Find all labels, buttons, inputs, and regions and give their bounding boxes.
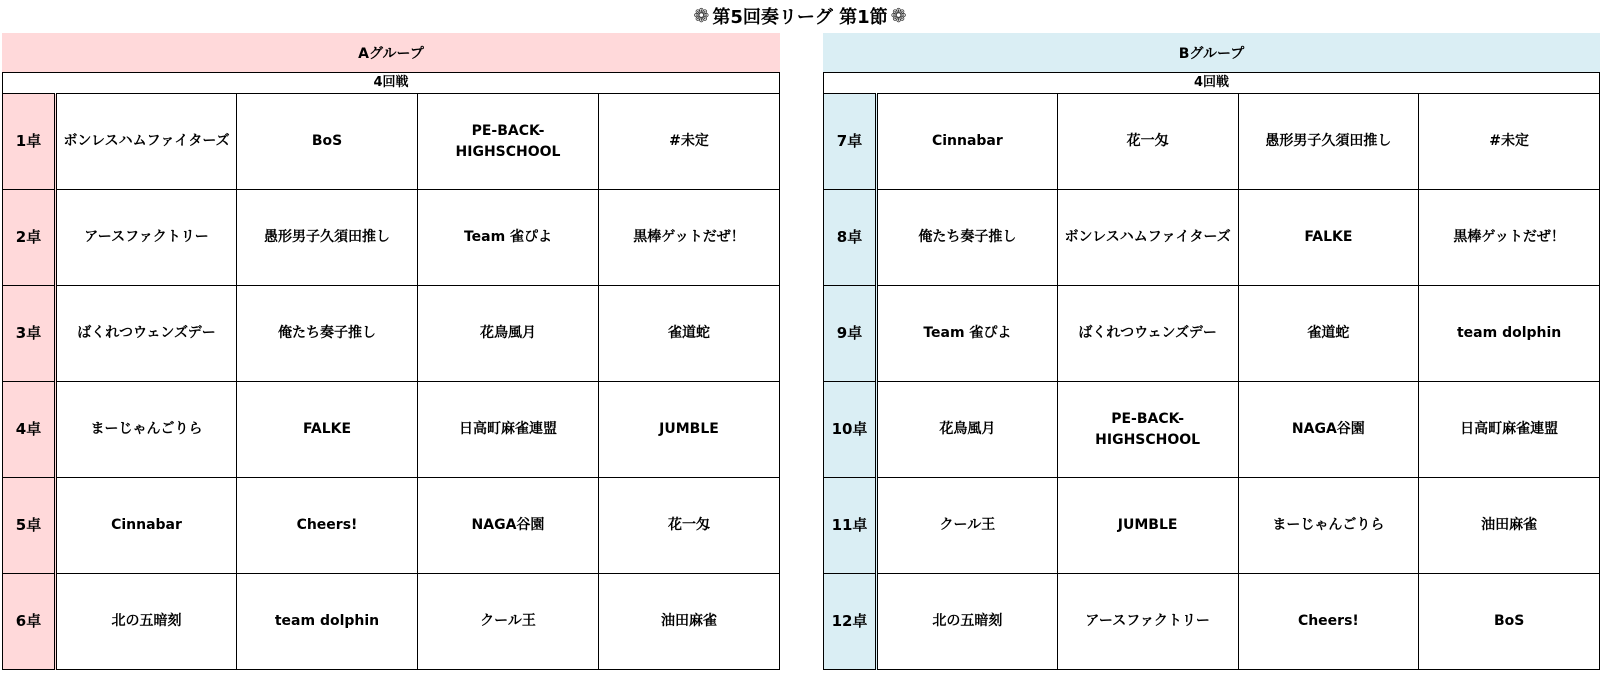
team-cell: 花鳥風月 [877, 382, 1058, 478]
team-cell: Cheers! [1238, 574, 1419, 670]
table-row [824, 190, 1600, 286]
team-cell: FALKE [1238, 190, 1419, 286]
team-cell: ばくれつウェンズデー [1057, 286, 1238, 382]
table-number: 8卓 [824, 190, 877, 286]
team-cell: 黒棒ゲットだぜ！ [1419, 190, 1600, 286]
team-cell: 北の五暗刻 [56, 574, 237, 670]
table-number: 7卓 [824, 94, 877, 190]
group-b-header: Bグループ [823, 33, 1600, 72]
team-cell: NAGA谷園 [1238, 382, 1419, 478]
group-b-section [823, 33, 1600, 670]
table-number: 5卓 [3, 478, 56, 574]
table-number: 11卓 [824, 478, 877, 574]
team-cell: 俺たち奏子推し [877, 190, 1058, 286]
team-cell: team dolphin [237, 574, 418, 670]
table-number: 10卓 [824, 382, 877, 478]
team-cell: 雀道蛇 [599, 286, 780, 382]
group-a-section [2, 33, 780, 670]
team-cell: BoS [1419, 574, 1600, 670]
team-cell: NAGA谷園 [418, 478, 599, 574]
team-cell: 愚形男子久須田推し [237, 190, 418, 286]
team-cell: Cinnabar [877, 94, 1058, 190]
flower-icon: ❁ [890, 5, 907, 27]
flower-icon: ❁ [693, 5, 710, 27]
team-cell: 北の五暗刻 [877, 574, 1058, 670]
group-a-header: Aグループ [2, 33, 780, 72]
table-number: 1卓 [3, 94, 56, 190]
table-row [824, 574, 1600, 670]
table-row [824, 478, 1600, 574]
team-cell: 黒棒ゲットだぜ！ [599, 190, 780, 286]
team-cell: まーじゃんごりら [56, 382, 237, 478]
table-row [3, 94, 780, 190]
team-cell: JUMBLE [1057, 478, 1238, 574]
team-cell: 花一匁 [1057, 94, 1238, 190]
team-cell: #未定 [1419, 94, 1600, 190]
team-cell: クール王 [877, 478, 1058, 574]
team-cell: PE-BACK-HIGHSCHOOL [418, 94, 599, 190]
team-cell: ボンレスハムファイターズ [1057, 190, 1238, 286]
table-row [824, 286, 1600, 382]
team-cell: ボンレスハムファイターズ [56, 94, 237, 190]
table-row [824, 94, 1600, 190]
round-label: 4回戦 [3, 73, 780, 94]
table-number: 12卓 [824, 574, 877, 670]
table-row [3, 286, 780, 382]
team-cell: 油田麻雀 [599, 574, 780, 670]
table-row [3, 382, 780, 478]
table-number: 9卓 [824, 286, 877, 382]
team-cell: 油田麻雀 [1419, 478, 1600, 574]
team-cell: BoS [237, 94, 418, 190]
team-cell: 花一匁 [599, 478, 780, 574]
team-cell: Cheers! [237, 478, 418, 574]
team-cell: アースファクトリー [1057, 574, 1238, 670]
table-row [3, 190, 780, 286]
page-title: ❁ 第5回奏リーグ 第1節 ❁ [693, 5, 907, 28]
team-cell: 日高町麻雀連盟 [1419, 382, 1600, 478]
team-cell: #未定 [599, 94, 780, 190]
table-number: 4卓 [3, 382, 56, 478]
team-cell: クール王 [418, 574, 599, 670]
team-cell: Team 雀ぴよ [418, 190, 599, 286]
team-cell: まーじゃんごりら [1238, 478, 1419, 574]
team-cell: PE-BACK-HIGHSCHOOL [1057, 382, 1238, 478]
group-b-table [823, 72, 1600, 670]
team-cell: Cinnabar [56, 478, 237, 574]
round-label: 4回戦 [824, 73, 1600, 94]
team-cell: FALKE [237, 382, 418, 478]
table-number: 3卓 [3, 286, 56, 382]
team-cell: 雀道蛇 [1238, 286, 1419, 382]
team-cell: 花鳥風月 [418, 286, 599, 382]
group-a-table [2, 72, 780, 670]
table-row [3, 574, 780, 670]
table-number: 6卓 [3, 574, 56, 670]
team-cell: 日高町麻雀連盟 [418, 382, 599, 478]
table-row [824, 382, 1600, 478]
team-cell: JUMBLE [599, 382, 780, 478]
team-cell: 愚形男子久須田推し [1238, 94, 1419, 190]
team-cell: Team 雀ぴよ [877, 286, 1058, 382]
table-number: 2卓 [3, 190, 56, 286]
table-row [3, 478, 780, 574]
team-cell: team dolphin [1419, 286, 1600, 382]
team-cell: アースファクトリー [56, 190, 237, 286]
team-cell: 俺たち奏子推し [237, 286, 418, 382]
team-cell: ばくれつウェンズデー [56, 286, 237, 382]
